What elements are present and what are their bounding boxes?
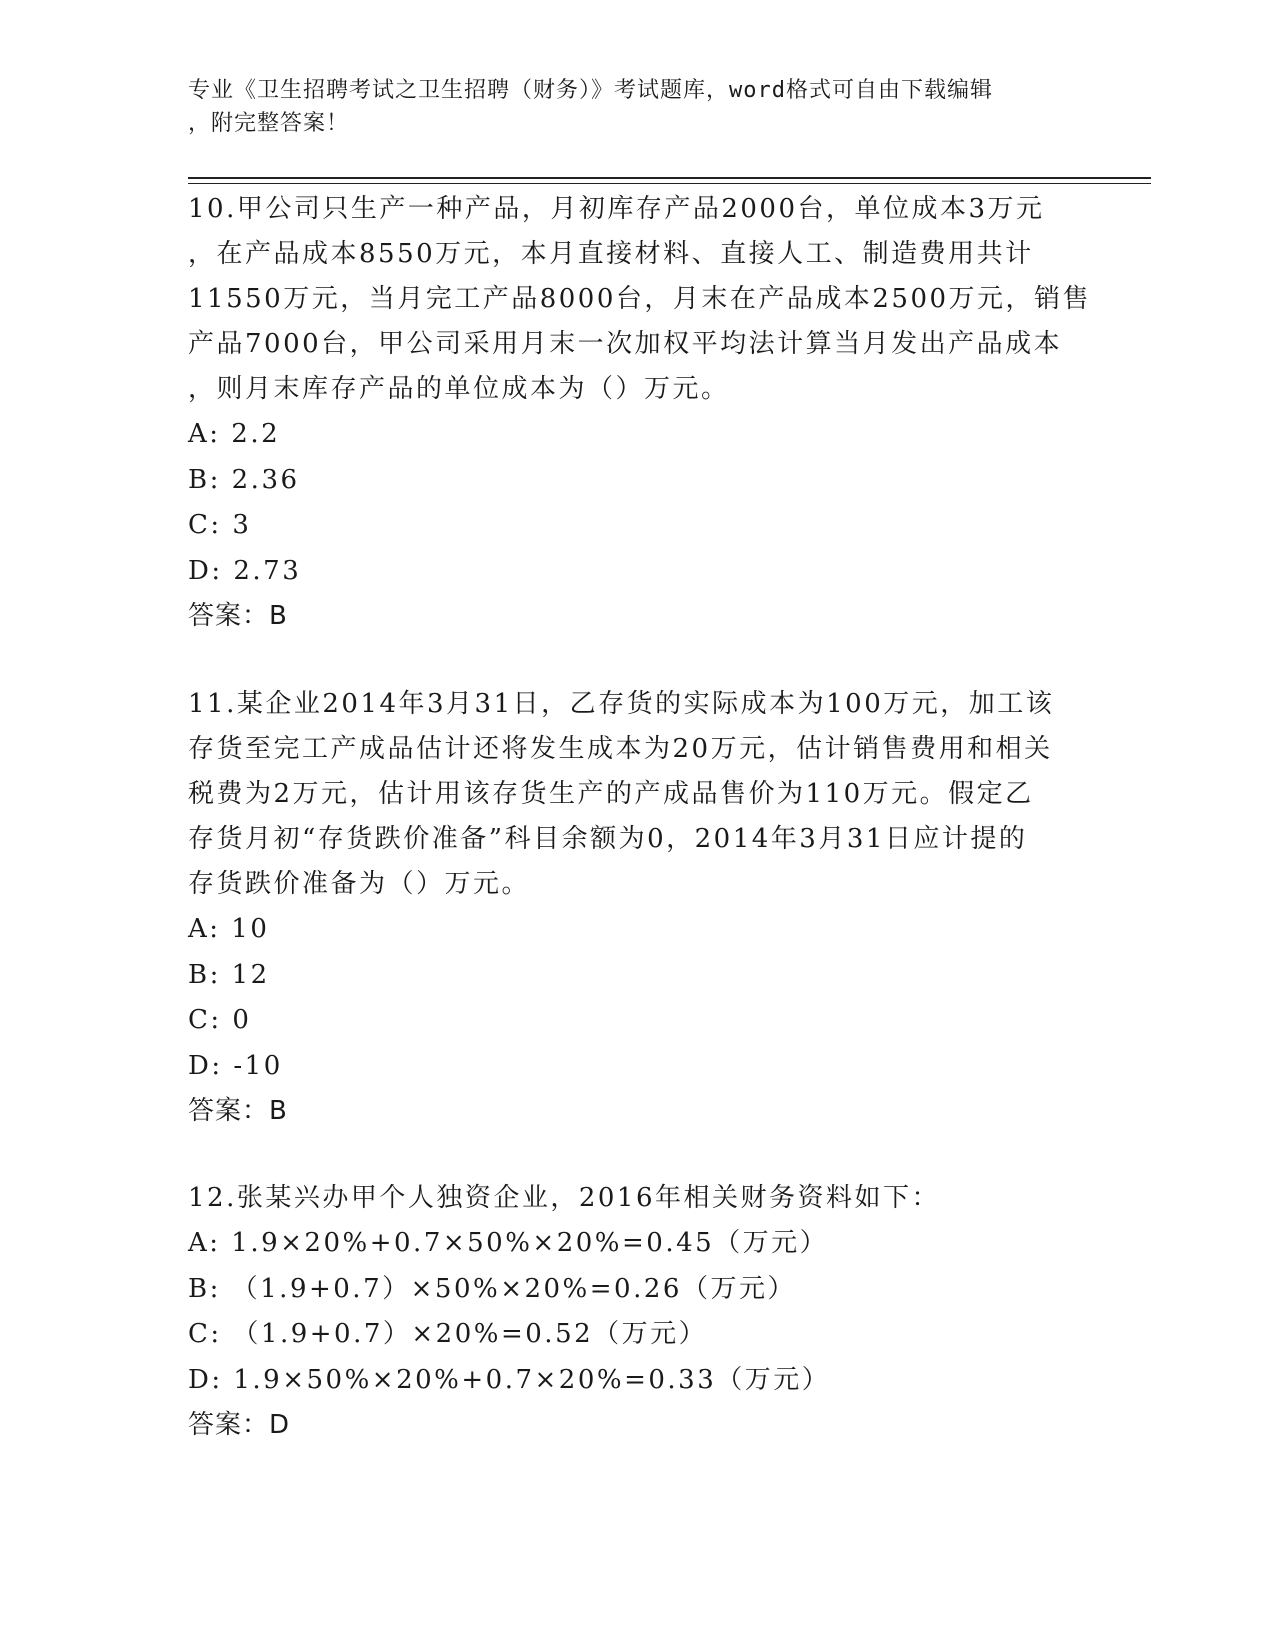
question-line: ，在产品成本8550万元，本月直接材料、直接人工、制造费用共计 bbox=[188, 239, 1034, 269]
question-line: 存货月初“存货跌价准备”科目余额为0，2014年3月31日应计提的 bbox=[188, 824, 1028, 854]
option-b: B: 12 bbox=[188, 959, 270, 990]
option-d: D: 2.73 bbox=[188, 555, 302, 586]
question-line: 11550万元，当月完工产品8000台，月末在产品成本2500万元，销售 bbox=[188, 284, 1092, 314]
question-line: 税费为2万元，估计用该存货生产的产成品售价为110万元。假定乙 bbox=[188, 779, 1034, 809]
option-b: B: （1.9+0.7）×50%×20%=0.26（万元） bbox=[188, 1273, 796, 1304]
question-10 bbox=[188, 187, 1092, 639]
question-line: 产品7000台，甲公司采用月末一次加权平均法计算当月发出产品成本 bbox=[188, 329, 1063, 359]
question-text bbox=[188, 682, 1068, 907]
option-b: B: 2.36 bbox=[188, 464, 300, 495]
header-line: ，附完整答案！ bbox=[188, 111, 350, 136]
option-c: C: 3 bbox=[188, 510, 252, 540]
question-text bbox=[188, 187, 1092, 412]
option-a: A: 10 bbox=[188, 914, 270, 944]
option-d: D: -10 bbox=[188, 1050, 283, 1081]
option-list bbox=[188, 412, 1068, 594]
option-d: D: 1.9×50%×20%+0.7×20%=0.33（万元） bbox=[188, 1364, 831, 1395]
option-list bbox=[188, 1221, 1068, 1403]
question-11 bbox=[188, 682, 1068, 1134]
option-list bbox=[188, 907, 1068, 1089]
question-line: 存货至完工产成品估计还将发生成本为20万元，估计销售费用和相关 bbox=[188, 734, 1053, 764]
answer: 答案：B bbox=[188, 601, 288, 631]
answer: 答案：B bbox=[188, 1096, 288, 1126]
header-divider-thin bbox=[188, 183, 1151, 184]
option-a: A: 1.9×20%+0.7×50%×20%=0.45（万元） bbox=[188, 1228, 829, 1258]
question-line: 11.某企业2014年3月31日，乙存货的实际成本为100万元，加工该 bbox=[188, 689, 1055, 719]
header-divider-thick bbox=[188, 177, 1151, 179]
option-c: C: 0 bbox=[188, 1005, 252, 1035]
question-line: ，则月末库存产品的单位成本为（）万元。 bbox=[188, 374, 730, 404]
question-line: 12.张某兴办甲个人独资企业，2016年相关财务资料如下： bbox=[188, 1183, 941, 1213]
option-a: A: 2.2 bbox=[188, 419, 281, 449]
option-c: C: （1.9+0.7）×20%=0.52（万元） bbox=[188, 1319, 708, 1349]
question-text bbox=[188, 1176, 1068, 1221]
question-12 bbox=[188, 1176, 1068, 1448]
document-header bbox=[188, 74, 1068, 140]
answer: 答案：D bbox=[188, 1410, 291, 1440]
question-line: 10.甲公司只生产一种产品，月初库存产品2000台，单位成本3万元 bbox=[188, 194, 1045, 224]
header-line: 专业《卫生招聘考试之卫生招聘（财务）》考试题库，word格式可自由下载编辑 bbox=[188, 78, 993, 103]
question-line: 存货跌价准备为（）万元。 bbox=[188, 869, 531, 899]
